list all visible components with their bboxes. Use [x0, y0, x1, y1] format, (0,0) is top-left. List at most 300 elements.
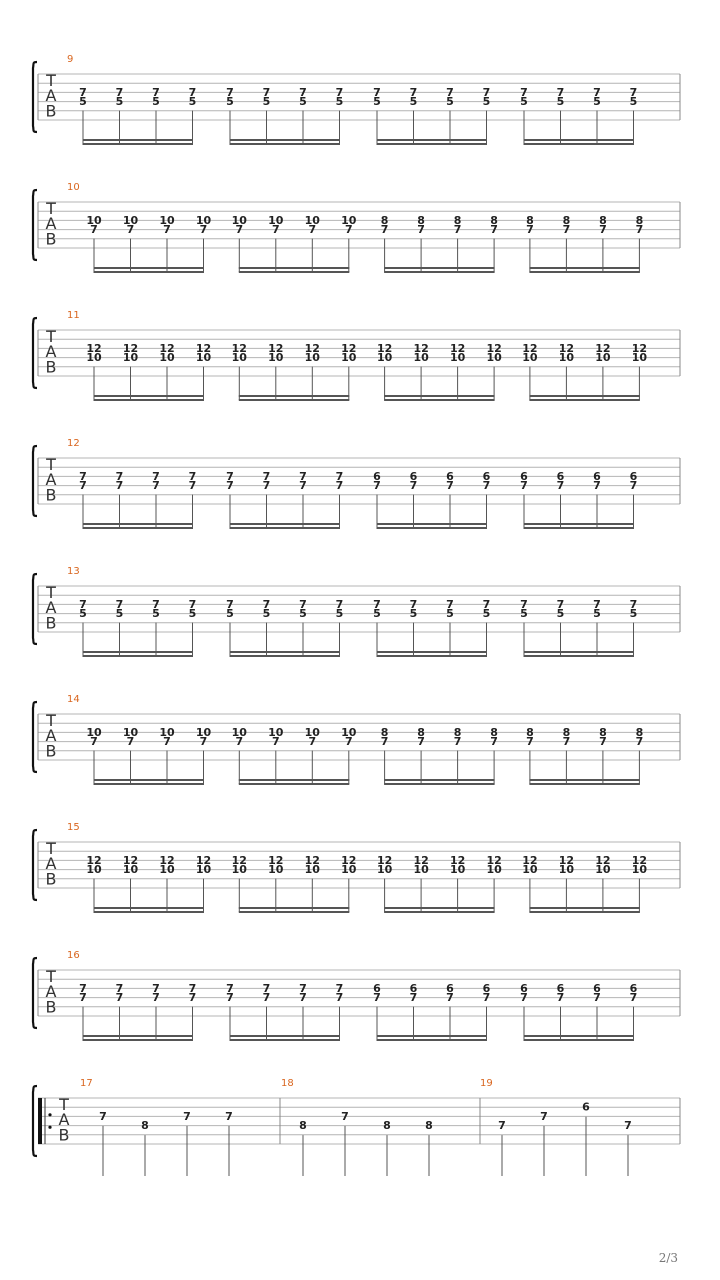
- fret-number: 7: [635, 735, 644, 749]
- fret-number: 8: [490, 213, 498, 227]
- fret-number: 7: [629, 597, 638, 611]
- fret-number: 7: [409, 597, 418, 611]
- fret-number: 7: [299, 479, 307, 493]
- fret-number: 7: [335, 597, 344, 611]
- beam: [529, 395, 640, 397]
- fret-number: 8: [299, 1119, 307, 1133]
- fret-number: 10: [86, 213, 102, 227]
- fret-number: 7: [235, 223, 244, 237]
- page-number: 2/3: [658, 1251, 678, 1265]
- fret-number: 7: [271, 735, 280, 749]
- beam: [384, 911, 495, 913]
- fret-number: 7: [115, 597, 124, 611]
- fret-number: 7: [226, 479, 234, 493]
- beam: [94, 907, 205, 909]
- measure-number: 13: [67, 566, 80, 577]
- fret-number: 6: [409, 469, 418, 483]
- beam: [83, 651, 194, 653]
- fret-number: 7: [308, 735, 317, 749]
- tab-clef-letter: T: [46, 199, 56, 218]
- fret-number: 12: [231, 853, 247, 867]
- beam: [239, 783, 349, 785]
- fret-number: 7: [235, 735, 244, 749]
- fret-number: 7: [115, 479, 124, 493]
- beam: [384, 783, 495, 785]
- tab-clef-letter: B: [45, 229, 57, 249]
- beam: [94, 399, 205, 401]
- fret-number: 7: [556, 479, 565, 493]
- beam: [83, 143, 194, 145]
- fret-number: 7: [335, 469, 344, 483]
- fret-number: 7: [115, 469, 124, 483]
- fret-number: 7: [183, 1109, 191, 1123]
- fret-number: 7: [629, 479, 638, 493]
- fret-number: 7: [624, 1119, 632, 1133]
- fret-number: 5: [482, 95, 491, 109]
- fret-number: 7: [446, 85, 454, 99]
- fret-number: 7: [79, 469, 87, 483]
- fret-number: 12: [558, 341, 575, 355]
- fret-number: 7: [226, 85, 234, 99]
- system-bracket: [33, 702, 37, 772]
- fret-number: 7: [373, 597, 381, 611]
- beam: [83, 655, 194, 657]
- fret-number: 7: [556, 597, 565, 611]
- beam: [239, 399, 349, 401]
- fret-number: 6: [373, 981, 381, 995]
- fret-number: 7: [188, 479, 197, 493]
- beam: [524, 139, 635, 141]
- fret-number: 7: [79, 981, 87, 995]
- fret-number: 12: [522, 853, 538, 867]
- fret-number: 7: [262, 85, 271, 99]
- fret-number: 7: [188, 981, 197, 995]
- fret-number: 7: [262, 469, 271, 483]
- fret-number: 10: [159, 351, 175, 365]
- fret-number: 10: [86, 725, 102, 739]
- fret-number: 12: [631, 341, 648, 355]
- fret-number: 7: [226, 469, 234, 483]
- fret-number: 6: [556, 469, 565, 483]
- measure-number: 11: [67, 310, 80, 321]
- beam: [83, 527, 194, 529]
- tab-clef-letter: A: [45, 342, 57, 362]
- fret-number: 10: [522, 863, 538, 877]
- fret-number: 8: [599, 725, 607, 739]
- fret-number: 8: [453, 213, 462, 227]
- beam: [524, 655, 635, 657]
- fret-number: 7: [271, 223, 280, 237]
- beam: [384, 399, 495, 401]
- system-bracket: [33, 574, 37, 644]
- system-bracket: [33, 190, 37, 260]
- fret-number: 10: [268, 351, 284, 365]
- beam: [524, 527, 635, 529]
- fret-number: 5: [188, 607, 197, 621]
- fret-number: 7: [482, 991, 491, 1005]
- fret-number: 7: [299, 981, 307, 995]
- fret-number: 7: [79, 991, 87, 1005]
- fret-number: 8: [562, 725, 571, 739]
- beam: [384, 779, 495, 781]
- fret-number: 7: [446, 991, 454, 1005]
- beam: [230, 1039, 341, 1041]
- fret-number: 7: [188, 85, 197, 99]
- fret-number: 7: [225, 1109, 233, 1123]
- tab-clef-letter: T: [46, 455, 56, 474]
- fret-number: 7: [152, 469, 160, 483]
- fret-number: 10: [486, 863, 502, 877]
- fret-number: 7: [163, 735, 171, 749]
- fret-number: 7: [599, 223, 607, 237]
- fret-number: 12: [486, 341, 502, 355]
- fret-number: 12: [413, 341, 429, 355]
- fret-number: 10: [341, 213, 357, 227]
- fret-number: 5: [152, 95, 160, 109]
- tab-clef-letter: B: [45, 613, 57, 633]
- beam: [377, 655, 488, 657]
- tab-clef-letter: T: [46, 71, 56, 90]
- fret-number: 7: [335, 479, 344, 493]
- fret-number: 10: [268, 213, 284, 227]
- fret-number: 7: [453, 735, 462, 749]
- beam: [94, 271, 205, 273]
- beam: [239, 271, 349, 273]
- fret-number: 10: [413, 863, 429, 877]
- beam: [524, 143, 635, 145]
- fret-number: 10: [231, 351, 247, 365]
- beam: [529, 911, 640, 913]
- fret-number: 7: [299, 85, 307, 99]
- fret-number: 7: [226, 597, 234, 611]
- fret-number: 6: [373, 469, 381, 483]
- fret-number: 12: [268, 341, 284, 355]
- fret-number: 10: [631, 351, 648, 365]
- beam: [377, 139, 488, 141]
- fret-number: 12: [341, 341, 357, 355]
- fret-number: 6: [520, 981, 528, 995]
- fret-number: 12: [413, 853, 429, 867]
- measure-number: 10: [67, 182, 80, 193]
- fret-number: 7: [226, 991, 234, 1005]
- fret-number: 7: [562, 223, 571, 237]
- fret-number: 7: [482, 479, 491, 493]
- system-bracket: [33, 1086, 37, 1156]
- fret-number: 7: [188, 469, 197, 483]
- fret-number: 5: [373, 607, 381, 621]
- fret-number: 10: [449, 863, 466, 877]
- fret-number: 5: [520, 95, 528, 109]
- tab-clef-letter: A: [45, 726, 57, 746]
- fret-number: 5: [226, 607, 234, 621]
- fret-number: 6: [593, 981, 601, 995]
- beam: [529, 271, 640, 273]
- tab-clef-letter: A: [45, 598, 57, 618]
- fret-number: 12: [486, 853, 502, 867]
- fret-number: 6: [446, 981, 454, 995]
- beam: [377, 143, 488, 145]
- tab-clef-letter: A: [45, 86, 57, 106]
- fret-number: 10: [522, 351, 538, 365]
- fret-number: 12: [195, 853, 212, 867]
- fret-number: 7: [520, 597, 528, 611]
- fret-number: 8: [380, 725, 389, 739]
- fret-number: 10: [159, 213, 175, 227]
- fret-number: 10: [195, 863, 212, 877]
- beam: [230, 523, 341, 525]
- fret-number: 6: [446, 469, 454, 483]
- beam: [384, 907, 495, 909]
- fret-number: 7: [593, 85, 601, 99]
- beam: [230, 143, 341, 145]
- tab-clef-letter: T: [46, 583, 56, 602]
- fret-number: 8: [425, 1119, 433, 1133]
- fret-number: 5: [262, 607, 271, 621]
- fret-number: 5: [299, 95, 307, 109]
- fret-number: 10: [341, 863, 357, 877]
- fret-number: 7: [373, 85, 381, 99]
- fret-number: 7: [152, 479, 160, 493]
- fret-number: 12: [449, 853, 466, 867]
- fret-number: 7: [635, 223, 644, 237]
- fret-number: 7: [446, 597, 454, 611]
- beam: [94, 779, 205, 781]
- beam: [377, 527, 488, 529]
- fret-number: 7: [99, 1109, 107, 1123]
- fret-number: 7: [335, 991, 344, 1005]
- fret-number: 12: [195, 341, 212, 355]
- tab-clef-letter: T: [59, 1095, 69, 1114]
- fret-number: 5: [299, 607, 307, 621]
- measure-number: 19: [480, 1078, 493, 1089]
- fret-number: 5: [188, 95, 197, 109]
- fret-number: 7: [152, 991, 160, 1005]
- fret-number: 5: [593, 607, 601, 621]
- beam: [529, 399, 640, 401]
- beam: [384, 271, 495, 273]
- beam: [94, 395, 205, 397]
- fret-number: 7: [199, 223, 208, 237]
- measure-number: 16: [67, 950, 80, 961]
- fret-number: 10: [449, 351, 466, 365]
- fret-number: 10: [631, 863, 648, 877]
- beam: [384, 267, 495, 269]
- tab-clef-letter: A: [45, 854, 57, 874]
- fret-number: 8: [526, 213, 534, 227]
- fret-number: 7: [115, 85, 124, 99]
- beam: [230, 1035, 341, 1037]
- fret-number: 10: [486, 351, 502, 365]
- fret-number: 7: [373, 991, 381, 1005]
- fret-number: 7: [226, 981, 234, 995]
- tab-clef-letter: A: [45, 982, 57, 1002]
- fret-number: 7: [380, 735, 389, 749]
- fret-number: 7: [163, 223, 171, 237]
- fret-number: 7: [453, 223, 462, 237]
- fret-number: 5: [520, 607, 528, 621]
- fret-number: 7: [593, 597, 601, 611]
- fret-number: 7: [341, 1109, 349, 1123]
- fret-number: 7: [115, 991, 124, 1005]
- fret-number: 7: [90, 223, 98, 237]
- measure-number: 14: [67, 694, 80, 705]
- fret-number: 8: [383, 1119, 391, 1133]
- beam: [83, 523, 194, 525]
- fret-number: 7: [126, 223, 135, 237]
- fret-number: 12: [558, 853, 575, 867]
- fret-number: 10: [341, 351, 357, 365]
- tab-clef-letter: B: [45, 997, 57, 1017]
- fret-number: 12: [159, 341, 175, 355]
- fret-number: 10: [86, 863, 102, 877]
- fret-number: 5: [79, 95, 87, 109]
- fret-number: 10: [159, 725, 175, 739]
- fret-number: 10: [304, 863, 320, 877]
- fret-number: 10: [122, 725, 139, 739]
- fret-number: 10: [195, 213, 212, 227]
- tab-clef-letter: B: [58, 1125, 70, 1145]
- beam: [230, 655, 341, 657]
- fret-number: 8: [380, 213, 389, 227]
- fret-number: 10: [376, 863, 393, 877]
- beam: [524, 1035, 635, 1037]
- fret-number: 5: [335, 95, 344, 109]
- fret-number: 6: [582, 1100, 590, 1114]
- beam: [384, 395, 495, 397]
- beam: [239, 395, 349, 397]
- repeat-dot: [48, 1126, 51, 1129]
- fret-number: 7: [79, 479, 87, 493]
- measure-number: 12: [67, 438, 80, 449]
- beam: [94, 911, 205, 913]
- fret-number: 7: [490, 223, 498, 237]
- fret-number: 7: [409, 991, 418, 1005]
- fret-number: 10: [268, 863, 284, 877]
- tab-clef-letter: B: [45, 357, 57, 377]
- fret-number: 7: [299, 991, 307, 1005]
- fret-number: 7: [79, 85, 87, 99]
- beam: [94, 267, 205, 269]
- fret-number: 8: [635, 213, 644, 227]
- fret-number: 7: [344, 223, 353, 237]
- tab-clef-letter: A: [58, 1110, 70, 1130]
- beam: [377, 1039, 488, 1041]
- tab-clef-letter: T: [46, 327, 56, 346]
- fret-number: 7: [490, 735, 498, 749]
- fret-number: 7: [373, 479, 381, 493]
- fret-number: 5: [262, 95, 271, 109]
- tab-clef-letter: T: [46, 967, 56, 986]
- fret-number: 12: [595, 853, 611, 867]
- fret-number: 7: [520, 991, 528, 1005]
- fret-number: 10: [304, 725, 320, 739]
- fret-number: 7: [344, 735, 353, 749]
- fret-number: 7: [90, 735, 98, 749]
- fret-number: 8: [141, 1119, 149, 1133]
- beam: [529, 783, 640, 785]
- fret-number: 7: [188, 991, 197, 1005]
- fret-number: 7: [593, 479, 601, 493]
- fret-number: 7: [152, 85, 160, 99]
- system-bracket: [33, 62, 37, 132]
- measure-number: 18: [281, 1078, 294, 1089]
- fret-number: 5: [152, 607, 160, 621]
- fret-number: 7: [199, 735, 208, 749]
- beam: [377, 523, 488, 525]
- fret-number: 7: [526, 223, 534, 237]
- fret-number: 10: [195, 351, 212, 365]
- fret-number: 10: [122, 213, 139, 227]
- fret-number: 5: [373, 95, 381, 109]
- fret-number: 8: [453, 725, 462, 739]
- fret-number: 10: [376, 351, 393, 365]
- fret-number: 12: [631, 853, 648, 867]
- beam: [230, 651, 341, 653]
- beam: [529, 779, 640, 781]
- fret-number: 10: [558, 863, 575, 877]
- fret-number: 7: [79, 597, 87, 611]
- fret-number: 6: [629, 469, 638, 483]
- fret-number: 7: [188, 597, 197, 611]
- fret-number: 12: [159, 853, 175, 867]
- fret-number: 7: [556, 85, 565, 99]
- fret-number: 7: [526, 735, 534, 749]
- fret-number: 7: [126, 735, 135, 749]
- fret-number: 5: [335, 607, 344, 621]
- fret-number: 6: [593, 469, 601, 483]
- fret-number: 6: [629, 981, 638, 995]
- tab-clef-letter: B: [45, 485, 57, 505]
- fret-number: 7: [152, 981, 160, 995]
- fret-number: 7: [599, 735, 607, 749]
- fret-number: 7: [262, 479, 271, 493]
- fret-number: 5: [593, 95, 601, 109]
- tab-clef-letter: A: [45, 470, 57, 490]
- fret-number: 12: [376, 853, 393, 867]
- fret-number: 7: [409, 479, 418, 493]
- fret-number: 7: [482, 85, 491, 99]
- fret-number: 12: [86, 341, 102, 355]
- fret-number: 5: [115, 95, 124, 109]
- beam: [524, 1039, 635, 1041]
- fret-number: 10: [122, 351, 139, 365]
- beam: [529, 907, 640, 909]
- fret-number: 12: [595, 341, 611, 355]
- fret-number: 6: [482, 469, 491, 483]
- fret-number: 7: [115, 981, 124, 995]
- fret-number: 5: [629, 607, 638, 621]
- fret-number: 8: [526, 725, 534, 739]
- fret-number: 5: [556, 95, 565, 109]
- fret-number: 8: [599, 213, 607, 227]
- beam: [83, 139, 194, 141]
- fret-number: 6: [556, 981, 565, 995]
- repeat-dot: [48, 1113, 51, 1116]
- fret-number: 7: [262, 981, 271, 995]
- fret-number: 10: [159, 863, 175, 877]
- system-bracket: [33, 830, 37, 900]
- system-bracket: [33, 958, 37, 1028]
- fret-number: 7: [562, 735, 571, 749]
- fret-number: 10: [304, 213, 320, 227]
- fret-number: 7: [262, 597, 271, 611]
- repeat-thick-bar: [38, 1098, 42, 1144]
- fret-number: 7: [520, 85, 528, 99]
- fret-number: 12: [122, 853, 139, 867]
- tab-clef-letter: T: [46, 839, 56, 858]
- fret-number: 7: [629, 991, 638, 1005]
- fret-number: 10: [341, 725, 357, 739]
